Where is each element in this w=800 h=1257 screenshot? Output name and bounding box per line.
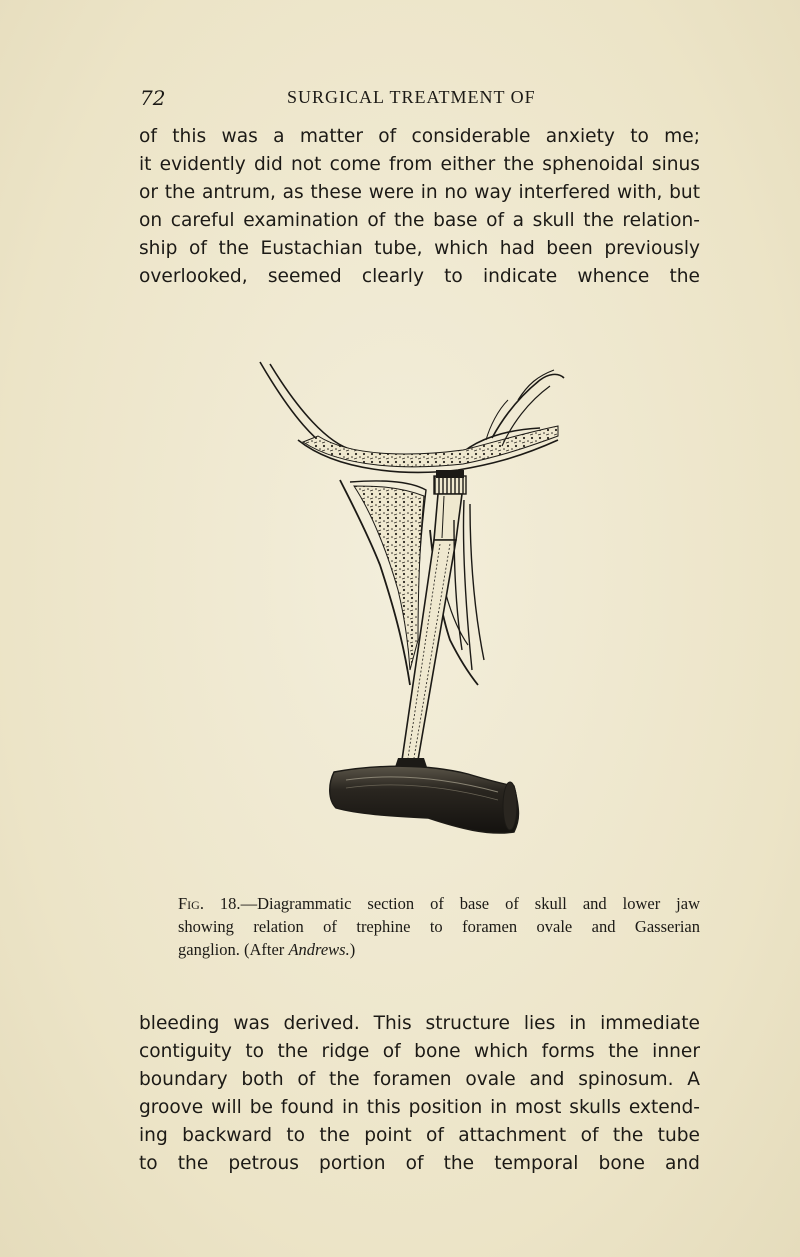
caption-line-1 <box>178 892 700 915</box>
text-line: contiguity to the ridge of bone which forms the inner <box>139 1041 700 1062</box>
paragraph-top <box>139 123 700 291</box>
caption-line-2: showing relation of trephine to foramen ovale and Gasserian <box>178 917 700 936</box>
skull-base-section <box>260 362 564 685</box>
caption-text: —Diagrammatic section of base of skull and lower jaw <box>240 894 700 913</box>
text-line: ship of the Eustachian tube, which had been previously <box>139 238 700 259</box>
paragraph-bottom <box>139 1010 700 1178</box>
text-line: bleeding was derived. This structure lies in immediate <box>139 1013 700 1034</box>
caption-line-3 <box>178 938 700 961</box>
text-line: overlooked, seemed clearly to indicate whence the <box>139 266 700 287</box>
figure-caption <box>178 892 700 961</box>
text-line: it evidently did not come from either the sphenoidal sinus <box>139 154 700 175</box>
caption-author: Andrews. <box>288 940 350 959</box>
text-line: on careful examination of the base of a skull the relation- <box>139 210 700 231</box>
text-line: or the antrum, as these were in no way interfered with, but <box>139 182 700 203</box>
text-line: of this was a matter of considerable anxiety to me; <box>139 126 700 147</box>
figure-label: Fig. 18. <box>178 894 241 913</box>
text-line: boundary both of the foramen ovale and spinosum. A <box>139 1069 700 1090</box>
running-head: SURGICAL TREATMENT OF <box>287 87 536 107</box>
trephine-skull-illustration <box>258 340 598 840</box>
text-line: to the petrous portion of the temporal bone and <box>139 1153 700 1174</box>
caption-text: ganglion. (After <box>178 940 289 959</box>
page-number: 72 <box>140 86 166 110</box>
text-line: ing backward to the point of attachment of the tube <box>139 1125 700 1146</box>
page-header <box>140 86 700 110</box>
caption-text: ) <box>349 940 356 959</box>
text-line: groove will be found in this position in most skulls extend- <box>139 1097 700 1118</box>
trephine-instrument <box>330 470 519 833</box>
